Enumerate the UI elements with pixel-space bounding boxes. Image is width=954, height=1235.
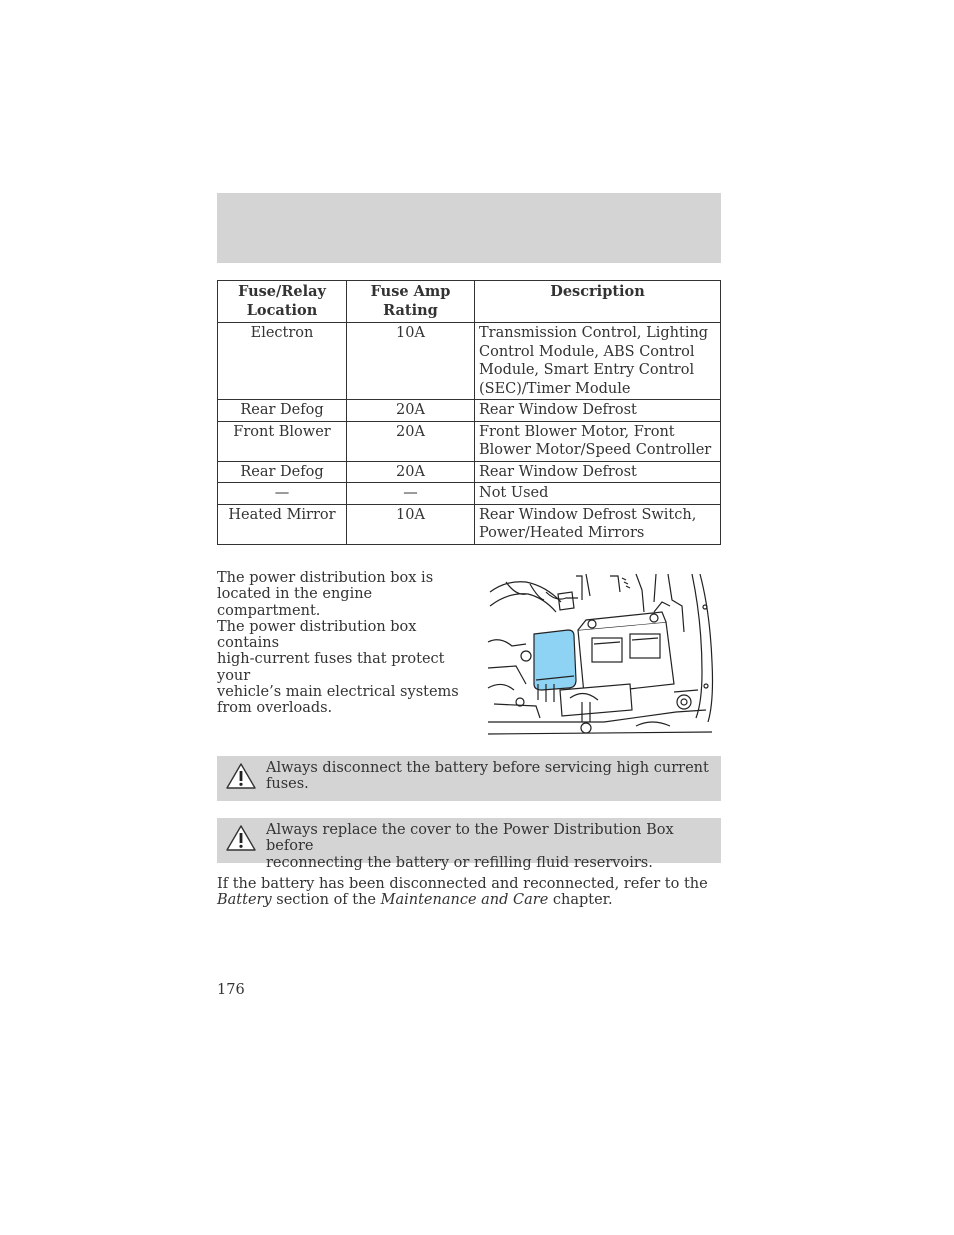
cell-location: —	[218, 483, 347, 505]
cell-description: Rear Window Defrost	[475, 400, 721, 422]
cell-location: Rear Defog	[218, 400, 347, 422]
page-number: 176	[217, 982, 245, 998]
warning-text-2	[266, 822, 713, 871]
header-description: Description	[475, 281, 721, 323]
cell-amp: 10A	[347, 323, 475, 400]
intro-paragraph	[217, 570, 469, 717]
fuse-table	[217, 280, 721, 545]
header-amp-line2: Rating	[383, 301, 438, 319]
warning-box-1	[217, 756, 721, 801]
header-amp-line1: Fuse Amp	[370, 283, 451, 300]
warning-line: reconnecting the battery or refilling fluid reservoirs.	[266, 854, 653, 871]
warning-triangle-icon	[225, 824, 257, 852]
warning-line: Always disconnect the battery before servicing high current	[266, 760, 709, 776]
cell-location: Front Blower	[218, 421, 347, 461]
intro-line: vehicle’s main electrical systems	[217, 684, 459, 701]
maintenance-chapter-ref: Maintenance and Care	[380, 892, 549, 909]
warning-line: fuses.	[266, 776, 309, 793]
engine-compartment-illustration	[486, 572, 718, 738]
intro-line: The power distribution box contains	[217, 618, 417, 652]
cell-description: Transmission Control, Lighting Control Module, ABS Control Module, Smart Entry Control (SEC)/Timer Module	[475, 323, 721, 400]
table-row	[218, 323, 721, 400]
cell-description: Front Blower Motor, Front Blower Motor/Speed Controller	[475, 421, 721, 461]
header-location	[218, 281, 347, 323]
warning-line: Always replace the cover to the Power Distribution Box before	[266, 822, 674, 855]
table-row	[218, 421, 721, 461]
cell-location: Heated Mirror	[218, 504, 347, 544]
header-location-line2: Location	[246, 301, 318, 319]
intro-line: located in the engine compartment.	[217, 586, 373, 619]
closing-line1: If the battery has been disconnected and reconnected, refer to the	[217, 876, 708, 892]
cell-description: Not Used	[475, 483, 721, 505]
cell-amp: 20A	[347, 400, 475, 422]
header-location-line1: Fuse/Relay	[238, 283, 326, 300]
header-amp	[347, 281, 475, 323]
cell-amp: 10A	[347, 504, 475, 544]
intro-line: from overloads.	[217, 700, 333, 717]
cell-location: Rear Defog	[218, 461, 347, 483]
warning-box-2	[217, 818, 721, 871]
closing-end: chapter.	[548, 892, 613, 909]
cell-amp: —	[347, 483, 475, 505]
cell-description: Rear Window Defrost Switch, Power/Heated Mirrors	[475, 504, 721, 544]
warning-text-1	[266, 760, 713, 793]
cell-location: Electron	[218, 323, 347, 400]
warning-triangle-icon	[225, 762, 257, 790]
table-row	[218, 483, 721, 505]
fuse-table-header-row	[218, 281, 721, 323]
closing-paragraph	[217, 876, 721, 909]
cell-amp: 20A	[347, 461, 475, 483]
table-row	[218, 504, 721, 544]
intro-line: The power distribution box is	[217, 570, 434, 586]
table-row	[218, 461, 721, 483]
cell-amp: 20A	[347, 421, 475, 461]
chapter-header-bar	[217, 193, 721, 263]
battery-section-ref: Battery	[217, 892, 272, 909]
intro-line: high-current fuses that protect your	[217, 651, 445, 684]
table-row	[218, 400, 721, 422]
closing-mid: section of the	[271, 892, 381, 909]
cell-description: Rear Window Defrost	[475, 461, 721, 483]
